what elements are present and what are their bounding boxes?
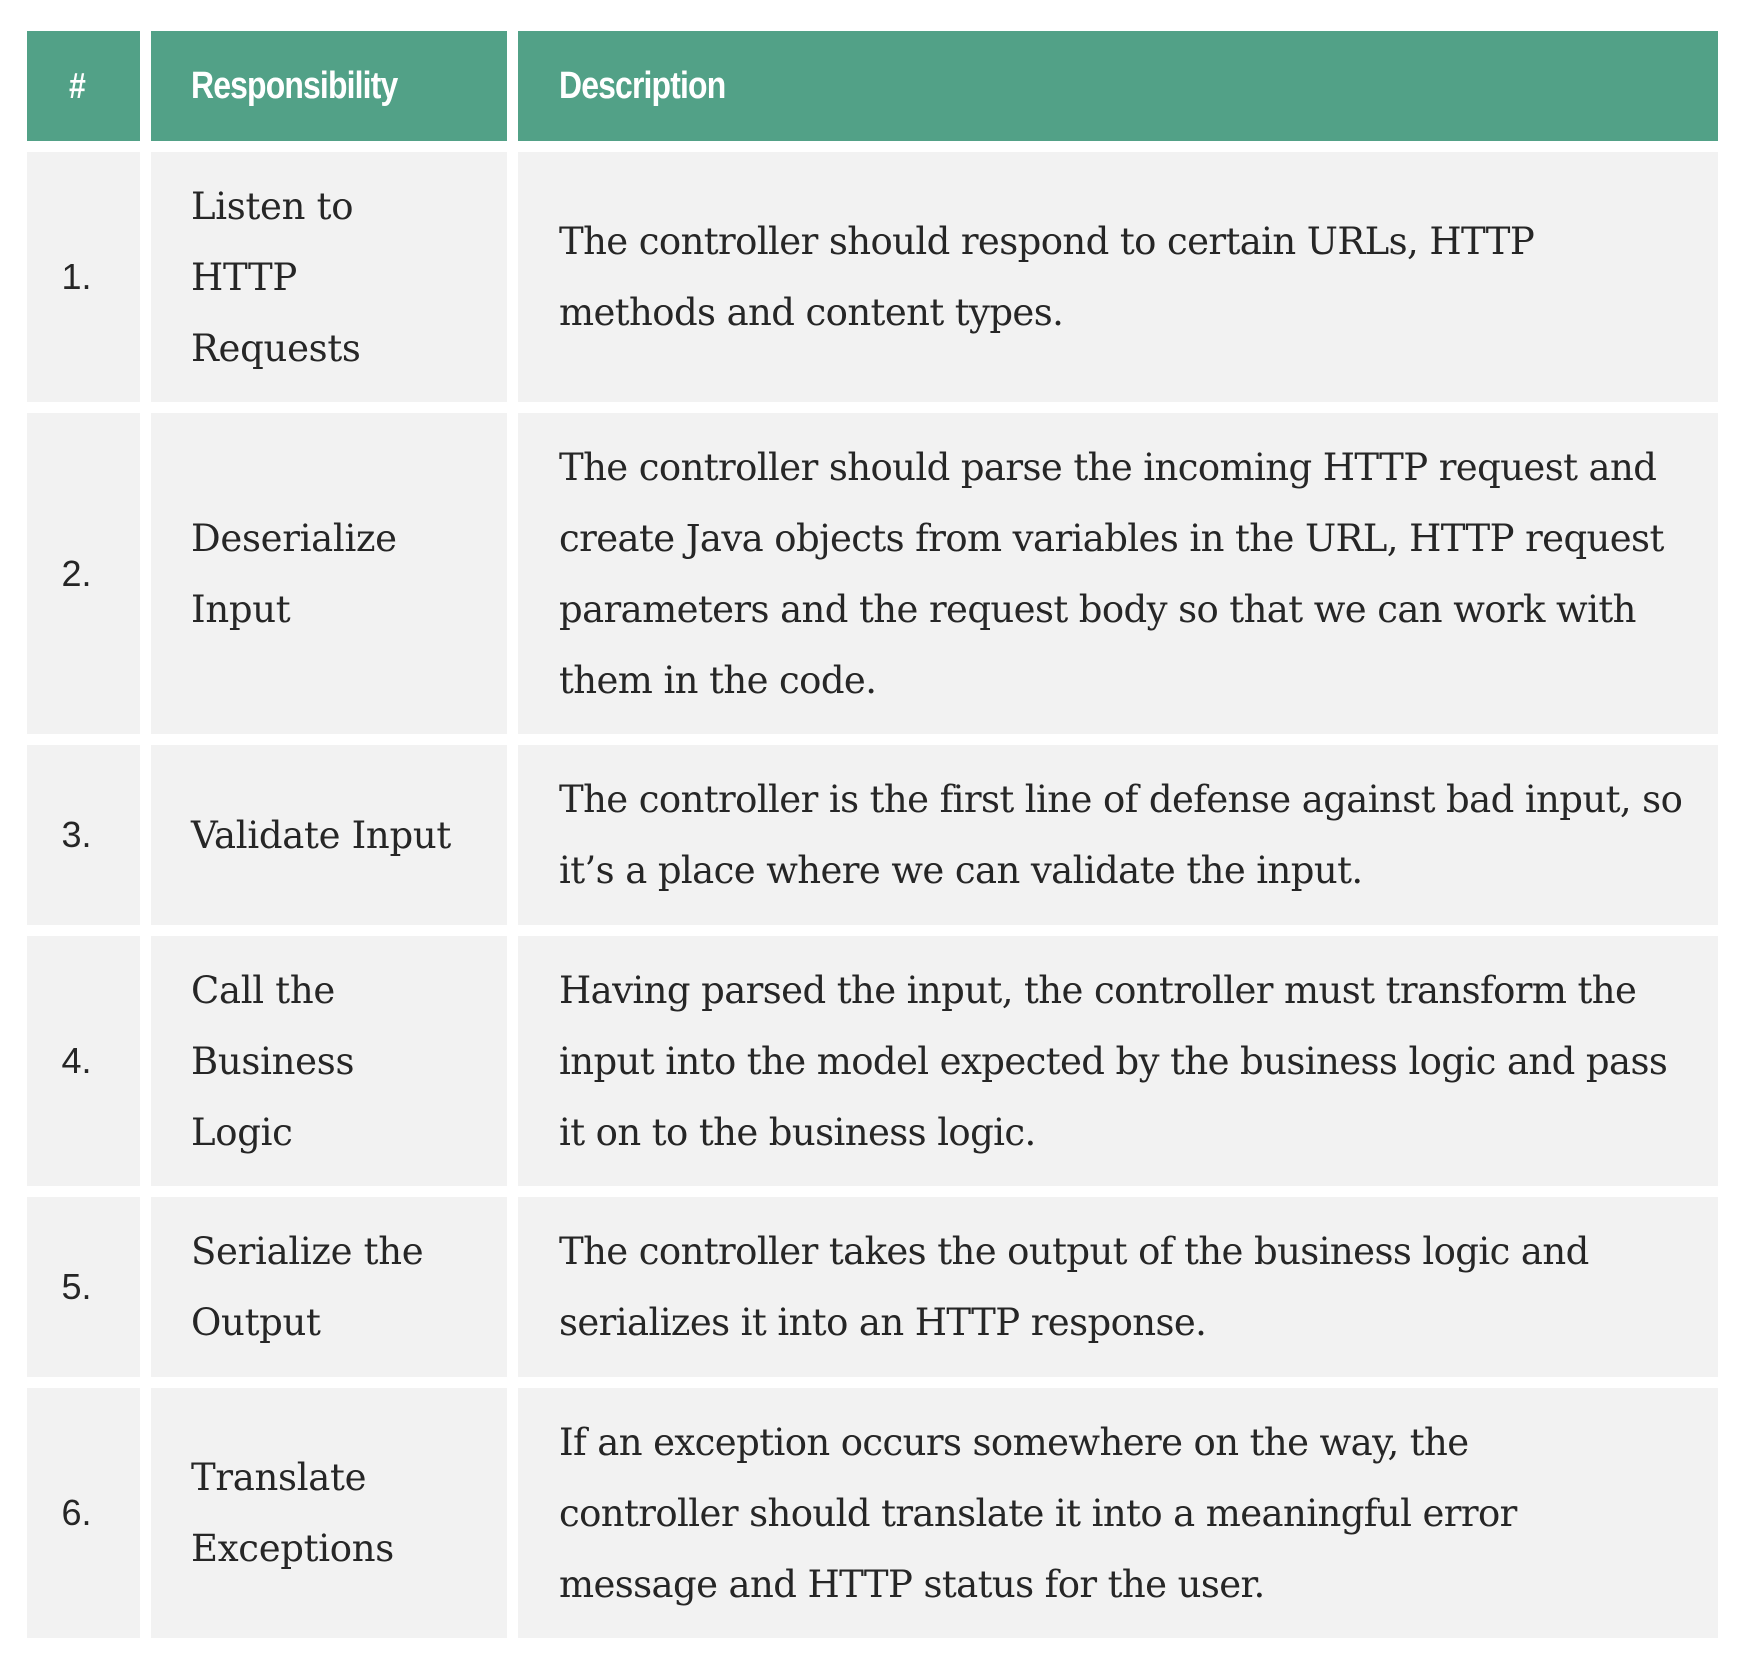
- responsibility-text: Listen to HTTP Requests: [191, 184, 361, 370]
- row-number: 1.: [27, 152, 140, 402]
- row-responsibility: [151, 745, 507, 925]
- header-description: [518, 31, 1718, 141]
- row-description: [518, 152, 1718, 402]
- responsibility-text: Serialize the Output: [191, 1230, 424, 1344]
- responsibilities-table: [27, 31, 1719, 1638]
- description-text: If an exception occurs somewhere on the way, the controller should translate it into a meaningful error message and HTTP status for the user.: [559, 1420, 1517, 1606]
- row-description: [518, 936, 1718, 1186]
- description-text: The controller should respond to certain URLs, HTTP methods and content types.: [559, 220, 1535, 334]
- responsibility-text: Translate Exceptions: [191, 1456, 394, 1570]
- description-text: The controller takes the output of the business logic and serializes it into an HTTP response.: [559, 1230, 1589, 1344]
- header-number: [27, 31, 140, 141]
- row-responsibility: [151, 413, 507, 734]
- header-responsibility-label: Responsibility: [191, 64, 398, 107]
- row-number: 2.: [27, 413, 140, 734]
- row-responsibility: [151, 1197, 507, 1377]
- row-responsibility: [151, 936, 507, 1186]
- row-responsibility: [151, 1388, 507, 1638]
- header-description-label: Description: [559, 64, 726, 107]
- row-number: 4.: [27, 936, 140, 1186]
- responsibility-text: Deserialize Input: [191, 516, 397, 631]
- responsibility-text: Validate Input: [191, 813, 451, 857]
- row-description: [518, 745, 1718, 925]
- description-text: The controller should parse the incoming HTTP request and create Java objects from variables in the URL, HTTP request parameters and the request body so that we can work with them in the code.: [559, 445, 1664, 702]
- row-description: [518, 1388, 1718, 1638]
- row-number: 6.: [27, 1388, 140, 1638]
- responsibility-text: Call the Business Logic: [191, 968, 355, 1154]
- header-number-label: #: [68, 65, 85, 106]
- row-number: 3.: [27, 745, 140, 925]
- row-description: [518, 413, 1718, 734]
- header-responsibility: [151, 31, 507, 141]
- row-description: [518, 1197, 1718, 1377]
- description-text: Having parsed the input, the controller must transform the input into the model expected by the business logic and pass it on to the business logic.: [559, 968, 1668, 1154]
- description-text: The controller is the first line of defense against bad input, so it’s a place where we can validate the input.: [559, 778, 1683, 892]
- row-responsibility: [151, 152, 507, 402]
- row-number: 5.: [27, 1197, 140, 1377]
